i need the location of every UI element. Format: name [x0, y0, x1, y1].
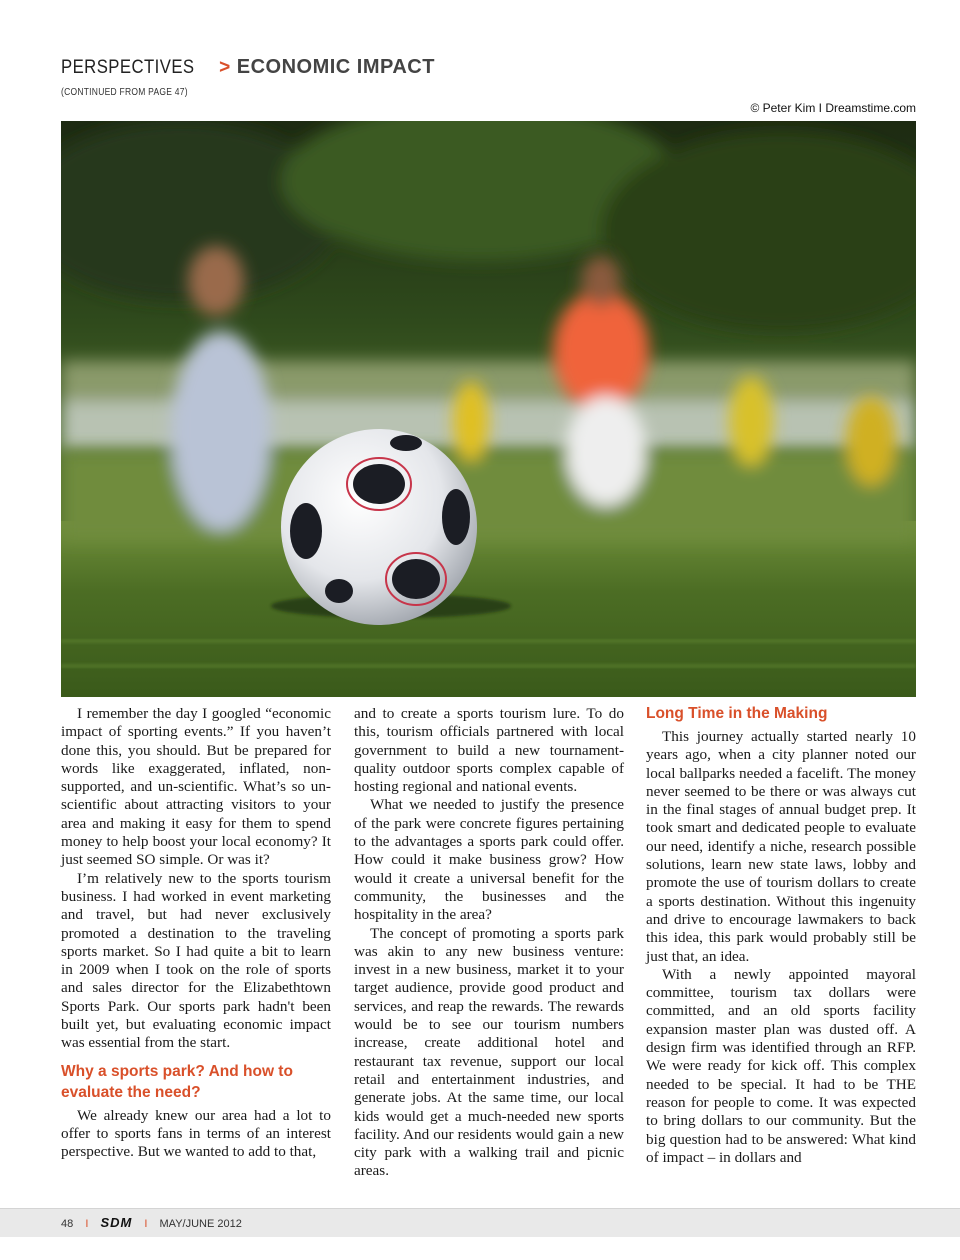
- footer-divider: I: [144, 1218, 148, 1230]
- paragraph: What we needed to justify the presence of the park were concrete figures pertaining to the advantages a sports park could offer. How could it make business grow? How would it create a universal benefit for the community, the businesses and the hospitality in the area?: [354, 796, 624, 924]
- paragraph: I’m relatively new to the sports tourism business. I had worked in event marketing and travel, but had never exclusively promoted a destination to the traveling sports market. So I had quite a bit to learn in 2009 when I took on the role of sports and sales director for the Elizabethtown Sports Park. Our sports park hadn't been built yet, but evaluating economic impact was essential from the start.: [61, 869, 331, 1052]
- photo-credit: © Peter Kim I Dreamstime.com: [750, 101, 916, 115]
- paragraph: The concept of promoting a sports park was akin to any new business venture: invest in a new business, market it to your target audience, provide good product and services, and reap the rewards. The rewards would be to see our tourism numbers increase, create additional hotel and restaurant tax revenue, support our local retail and entertainment industries, and generate jobs. At the same time, our local kids would get a much-needed new sports facility. And our residents would gain a new city park with a walking trail and picnic areas.: [354, 924, 624, 1180]
- page-header: [61, 56, 435, 79]
- article-column-3: [646, 705, 916, 1167]
- continued-note: (CONTINUED FROM PAGE 47): [61, 87, 188, 98]
- paragraph: This journey actually started nearly 10 years ago, when a city planner noted our local ballparks needed a facelift. The money never seemed to be there or was always cut in the final stages of annual budget prep. It took smart and dedicated people to evaluate our need, identify a niche, research possible solutions, learn new state laws, lobby and promote the use of tourism dollars to create a sports destination. Without this ingenuity and drive to encourage lawmakers to back this idea, this park would probably still be just that, an idea.: [646, 728, 916, 965]
- section-title: ECONOMIC IMPACT: [236, 56, 435, 78]
- subheading: Why a sports park? And how to evaluate the need?: [61, 1062, 293, 1101]
- footer-divider: I: [85, 1218, 89, 1230]
- paragraph: I remember the day I googled “economic impact of sporting events.” If you haven’t done this, you should. But be prepared for words like exaggerated, inflated, non-supported, and un-scientific. What’s so un-scientific about attracting visitors to your area and making it easy for them to spend money to help boost your local economy? It just seemed SO simple. Or was it?: [61, 705, 331, 869]
- soccer-ball-photo: [61, 121, 916, 697]
- subheading: Long Time in the Making: [646, 705, 828, 722]
- issue-date: MAY/JUNE 2012: [159, 1218, 242, 1230]
- paragraph: With a newly appointed mayoral committee, tourism tax dollars were committed, and an old sports facility expansion master plan was dusted off. A design firm was identified through an RFP. We were ready for kick off. This complex needed to be special. It had to be THE reason for people to come. It was expected to bring dollars to our community. But the big question had to be answered: What kind of impact – in dollars and: [646, 965, 916, 1166]
- article-column-1: [61, 705, 331, 1162]
- magazine-logo: SDM: [100, 1215, 133, 1230]
- chevron-right-icon: >: [219, 57, 231, 78]
- page-number: 48: [61, 1218, 74, 1230]
- paragraph: and to create a sports tourism lure. To do this, tourism officials partnered with local government to build a new tournament-quality outdoor sports complex capable of hosting regional and national events.: [354, 705, 624, 796]
- page-footer: [0, 1208, 960, 1237]
- article-column-2: [354, 705, 624, 1181]
- section-label: PERSPECTIVES: [61, 57, 195, 78]
- paragraph: We already knew our area had a lot to offer to sports fans in terms of an interest perspective. But we wanted to add to that,: [61, 1106, 331, 1161]
